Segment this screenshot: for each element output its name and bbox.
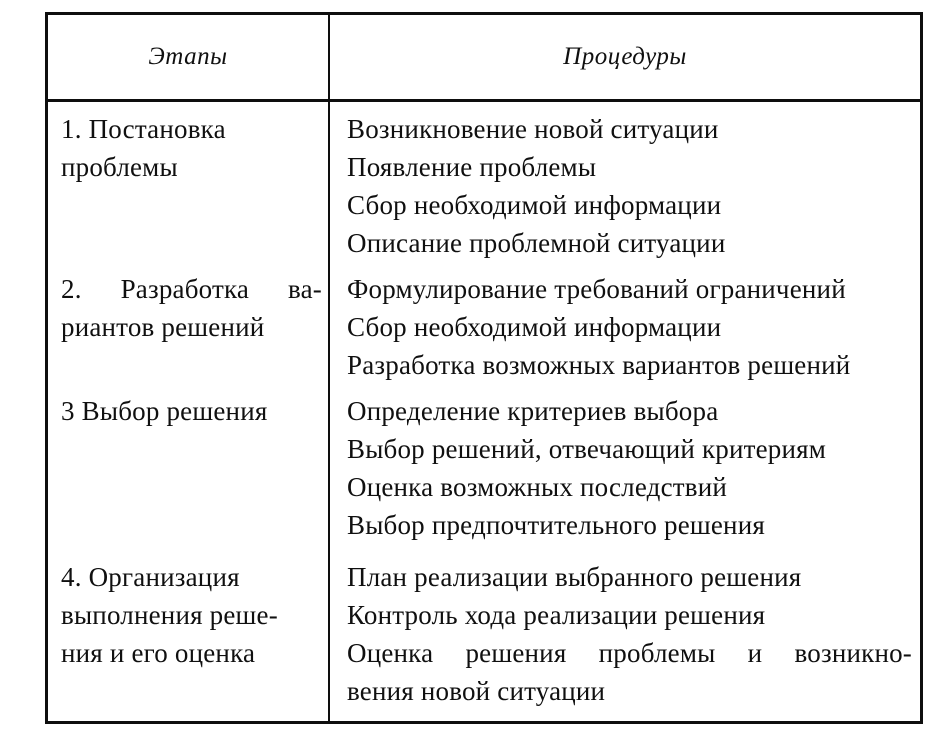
- stage-line: 2. Разработка ва-: [61, 274, 322, 304]
- procedure-line: Выбор предпочтительного решения: [347, 510, 765, 540]
- procedure-line: Оценка решения проблемы и возникно-: [347, 638, 912, 668]
- stage-cell-3: [48, 384, 330, 544]
- stage-line: риантов решений: [61, 312, 265, 342]
- stages-procedures-table: [45, 12, 923, 724]
- stage-line: выполнения реше-: [61, 600, 278, 630]
- header-stages-label: Этапы: [148, 43, 228, 70]
- procedure-line: Оценка возможных последствий: [347, 472, 728, 502]
- procedure-line: вения новой ситуации: [347, 676, 606, 706]
- stage-line: 4. Организация: [61, 562, 240, 592]
- table-row-3: [48, 384, 920, 544]
- table-body: [48, 102, 920, 721]
- header-procedures-label: Процедуры: [563, 43, 687, 70]
- stage-cell-2: [48, 262, 330, 384]
- procedure-line: Описание проблемной ситуации: [347, 228, 726, 258]
- procedures-cell-3: [330, 384, 920, 544]
- procedures-cell-4: [330, 544, 920, 721]
- header-cell-stages: [48, 15, 330, 99]
- procedure-line: Разработка возможных вариантов решений: [347, 350, 851, 380]
- procedures-cell-2: [330, 262, 920, 384]
- table-row-2: [48, 262, 920, 384]
- procedure-line: Возникновение новой ситуации: [347, 114, 719, 144]
- stage-line: проблемы: [61, 152, 178, 182]
- stage-line: 1. Постановка: [61, 114, 226, 144]
- table-row-4: [48, 544, 920, 721]
- table-header-row: [48, 15, 920, 102]
- stage-cell-4: [48, 544, 330, 721]
- procedure-line: Формулирование требований ограничений: [347, 274, 846, 304]
- procedure-line: Появление проблемы: [347, 152, 597, 182]
- stage-line: ния и его оценка: [61, 638, 256, 668]
- procedures-cell-1: [330, 102, 920, 262]
- procedure-line: Определение критериев выбора: [347, 396, 719, 426]
- stage-cell-1: [48, 102, 330, 262]
- procedure-line: Выбор решений, отвечающий критериям: [347, 434, 827, 464]
- procedure-line: План реализации выбранного решения: [347, 562, 802, 592]
- header-cell-procedures: [330, 15, 920, 99]
- procedure-line: Сбор необходимой информации: [347, 190, 722, 220]
- stage-line: 3 Выбор решения: [61, 396, 268, 426]
- procedure-line: Контроль хода реализации решения: [347, 600, 766, 630]
- table-row-1: [48, 102, 920, 262]
- procedure-line: Сбор необходимой информации: [347, 312, 722, 342]
